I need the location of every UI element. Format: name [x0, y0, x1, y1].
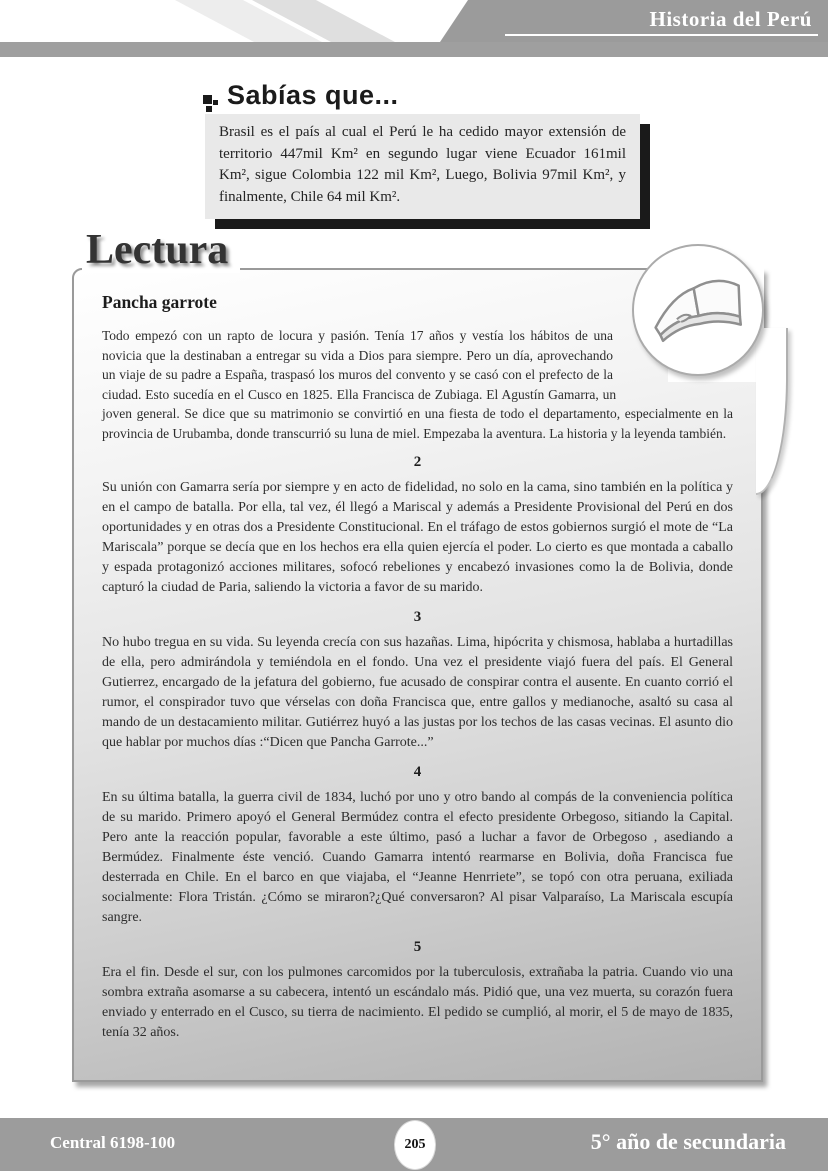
footer-grade: 5° año de secundaria — [590, 1129, 786, 1154]
sabias-que-text: Brasil es el país al cual el Perú le ha cedido mayor extensión de territorio 447mil Km² en segundo lugar viene Ecuador 161mil Km², sigue Colombia 122 mil Km², Luego, Bolivia 97mil Km², y finalmente, Chile 64 mil Km². — [219, 124, 626, 205]
lectura-section-title: Lectura — [82, 229, 240, 273]
paragraph-1-text: Todo empezó con un rapto de locura y pasión. Tenía 17 años y vestía los hábitos de una novicia que la destinaban a entregar su vida a Dios para siempre. Pero un día, aprovechando un viaje de su padre a España, traspasó los muros del convento y se casó con el prefecto de la ciudad. Esto sucedía en el Cusco en 1825. Ella Francisca de Zubiaga. El Agustín Gamarra, un joven general. Se dice que su matrimonio se convirtió en una fiesta de todo el departamento, especialmente en la provincia de Urubamba, donde transcurrió su luna de miel. Empezaba la aventura. La historia y la leyenda también. — [102, 328, 733, 441]
paragraph-number-3: 3 — [413, 609, 422, 625]
book-circle-badge — [632, 244, 764, 376]
sabias-que-box — [205, 114, 640, 219]
page-footer — [0, 1118, 828, 1171]
paragraph-number-4: 4 — [413, 764, 422, 780]
sabias-que-header — [202, 82, 640, 109]
open-book-icon — [642, 266, 754, 354]
reading-title: Pancha garrote — [102, 292, 217, 312]
page-number-badge — [394, 1120, 436, 1170]
header-underline — [505, 34, 818, 36]
lectura-panel — [72, 227, 763, 1082]
paragraph-5: Era el fin. Desde el sur, con los pulmones carcomidos por la tuberculosis, extrañaba la patria. Cuando vio una sombra extraña asomarse a su cabecera, intentó un escándalo más. Pidió que, una vez muerta, su corazón fuera enviado y enterrado en el Cusco, su tierra de nacimiento. El pedido se cumplió, al morir, el 5 de mayo de 1835, tenía 32 años. — [102, 965, 733, 1040]
page-header — [0, 0, 828, 57]
paragraph-4: En su última batalla, la guerra civil de 1834, luchó por uno y otro bando al compás de la conveniencia política de su marido. Primero apoyó el General Bermúdez contra el efecto presidente Orbegoso, sitiando la Capital. Pero ante la reacción popular, favorable a este último, pasó a luchar a favor de Orbegoso , asediando a Bermúdez. Finalmente éste venció. Cuando Gamarra intentó rearmarse en Bolivia, doña Francisca fue desterrada en Chile. En el barco en que viajaba, el “Jeanne Henrriete”, se topó con otra peruana, exiliada socialmente: Flora Tristán. ¿Cómo se miraron?¿Qué conversaron? Al pisar Valparaíso, La Mariscala escupía sangre. — [102, 790, 733, 925]
paragraph-number-5: 5 — [413, 939, 422, 955]
reading-content — [74, 270, 761, 1043]
sabias-que-title: Sabías que... — [227, 80, 399, 110]
footer-phone: Central 6198-100 — [50, 1133, 176, 1152]
pixel-squares-icon — [202, 91, 220, 113]
paragraph-number-2: 2 — [413, 454, 422, 470]
paragraph-3: No hubo tregua en su vida. Su leyenda crecía con sus hazañas. Lima, hipócrita y chismosa, hablaba a hurtadillas de ella, pero admirándola y temiéndola en el fondo. Una vez el presidente viajó fuera del país. El General Gutierrez, encargado de la jefatura del gobierno, fue acusado de conspirar contra el ausente. En cuanto corrió el rumor, el conspirador tuvo que vérselas con doña Francisca que, entre gallos y medianoche, asaltó su casa al mando de un destacamiento militar. Gutiérrez huyó a las justas por los techos de las casas vecinas. El asunto dio que hablar por muchos días :“Dicen que Pancha Garrote...” — [102, 635, 733, 750]
sabias-que-section — [196, 82, 640, 219]
paragraph-1 — [102, 326, 733, 443]
header-bar — [0, 42, 828, 57]
paragraph-2: Su unión con Gamarra sería por siempre y en acto de fidelidad, no solo en la cama, sino también en la política y en el campo de batalla. Por ella, tal vez, él llegó a Mariscal y además a Presidente Provisional del Perú en dos oportunidades y en otras dos a Presidente Constitucional. En el tráfago de estos gobiernos surgió el mote de “La Mariscala” porque se decía que en los hechos era ella quien ejercía el poder. Lo cierto es que montada a caballo y espada protagonizó acciones militares, sofocó rebeliones y encabezó invasiones como la de Bolivia, donde capturó la ciudad de Paria, saliendo la victoria a favor de su marido. — [102, 480, 733, 595]
header-title: Historia del Perú — [649, 7, 812, 31]
page-number: 205 — [404, 1137, 426, 1152]
